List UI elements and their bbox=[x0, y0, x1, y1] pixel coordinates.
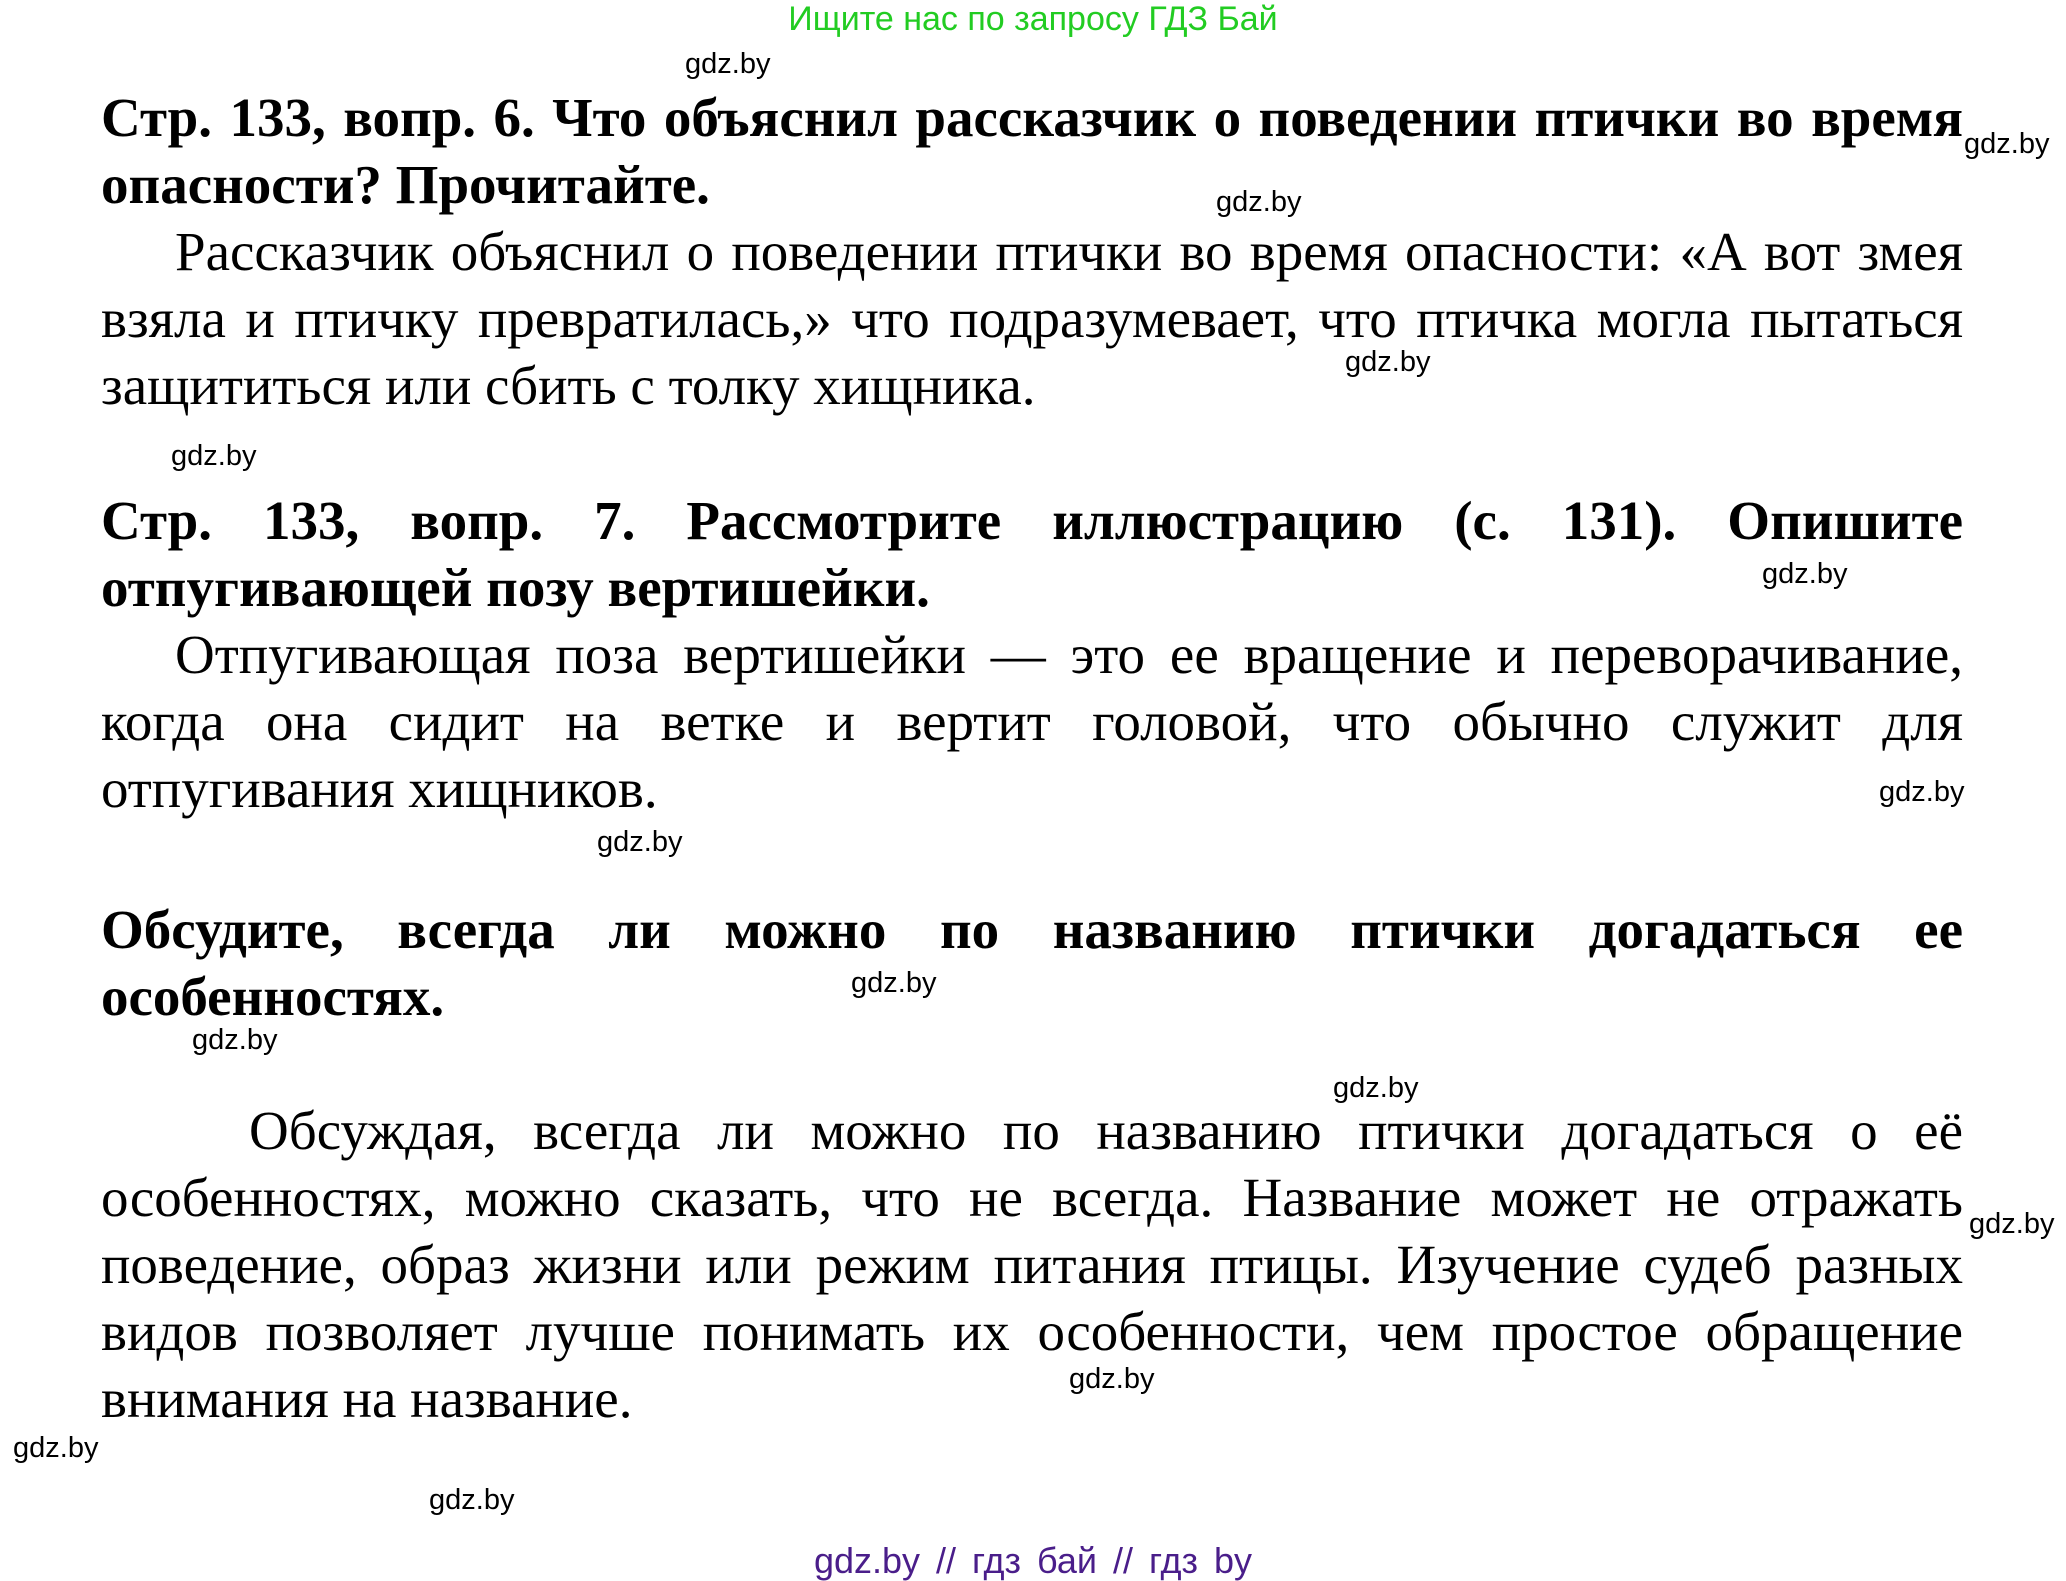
question-heading: Стр. 133, вопр. 6. Что объяснил рассказчик о поведении птички во время опасности? Прочитайте. bbox=[101, 87, 1963, 215]
promo-banner: Ищите нас по запросу ГДЗ Бай bbox=[788, 0, 1278, 38]
question-heading: Обсудите, всегда ли можно по названию птички догадаться ее особенностях. bbox=[101, 899, 1963, 1027]
watermark: gdz.by bbox=[1762, 558, 1848, 590]
watermark: gdz.by bbox=[1964, 128, 2050, 160]
watermark: gdz.by bbox=[1333, 1072, 1419, 1104]
watermark: gdz.by bbox=[1969, 1208, 2055, 1240]
answer-text: Рассказчик объяснил о поведении птички во время опасности: «А вот змея взяла и птичку превратилась,» что подразумевает, что птичка могла пытаться защититься или сбить с толку хищника. bbox=[101, 221, 1963, 416]
watermark: gdz.by bbox=[1069, 1363, 1155, 1395]
answer-text: Обсуждая, всегда ли можно по названию птички догадаться о её особенностях, можно сказать, что не всегда. Название может не отражать поведение, образ жизни или режим питания птицы. Изучение судеб разных видов позволяет лучше понимать их особенности, чем простое обращение внимания на название. bbox=[101, 1100, 1963, 1429]
watermark: gdz.by bbox=[1216, 186, 1302, 218]
watermark: gdz.by bbox=[685, 48, 771, 80]
section-discussion bbox=[101, 896, 1963, 1030]
watermark: gdz.by bbox=[597, 826, 683, 858]
watermark: gdz.by bbox=[851, 967, 937, 999]
question-heading: Стр. 133, вопр. 7. Рассмотрите иллюстрацию (с. 131). Опишите отпугивающей позу вертишейки. bbox=[101, 490, 1963, 618]
watermark: gdz.by bbox=[429, 1484, 515, 1516]
footer-links: gdz.by // гдз бай // гдз by bbox=[813, 1540, 1253, 1581]
answer-text: Отпугивающая поза вертишейки — это ее вращение и переворачивание, когда она сидит на ветке и вертит головой, что обычно служит для отпугивания хищников. bbox=[101, 624, 1963, 819]
watermark: gdz.by bbox=[1345, 346, 1431, 378]
section-q6 bbox=[101, 84, 1963, 419]
watermark: gdz.by bbox=[1879, 776, 1965, 808]
watermark: gdz.by bbox=[13, 1432, 99, 1464]
section-discussion-answer bbox=[101, 1097, 1963, 1432]
watermark: gdz.by bbox=[171, 440, 257, 472]
section-q7 bbox=[101, 487, 1963, 822]
watermark: gdz.by bbox=[192, 1024, 278, 1056]
